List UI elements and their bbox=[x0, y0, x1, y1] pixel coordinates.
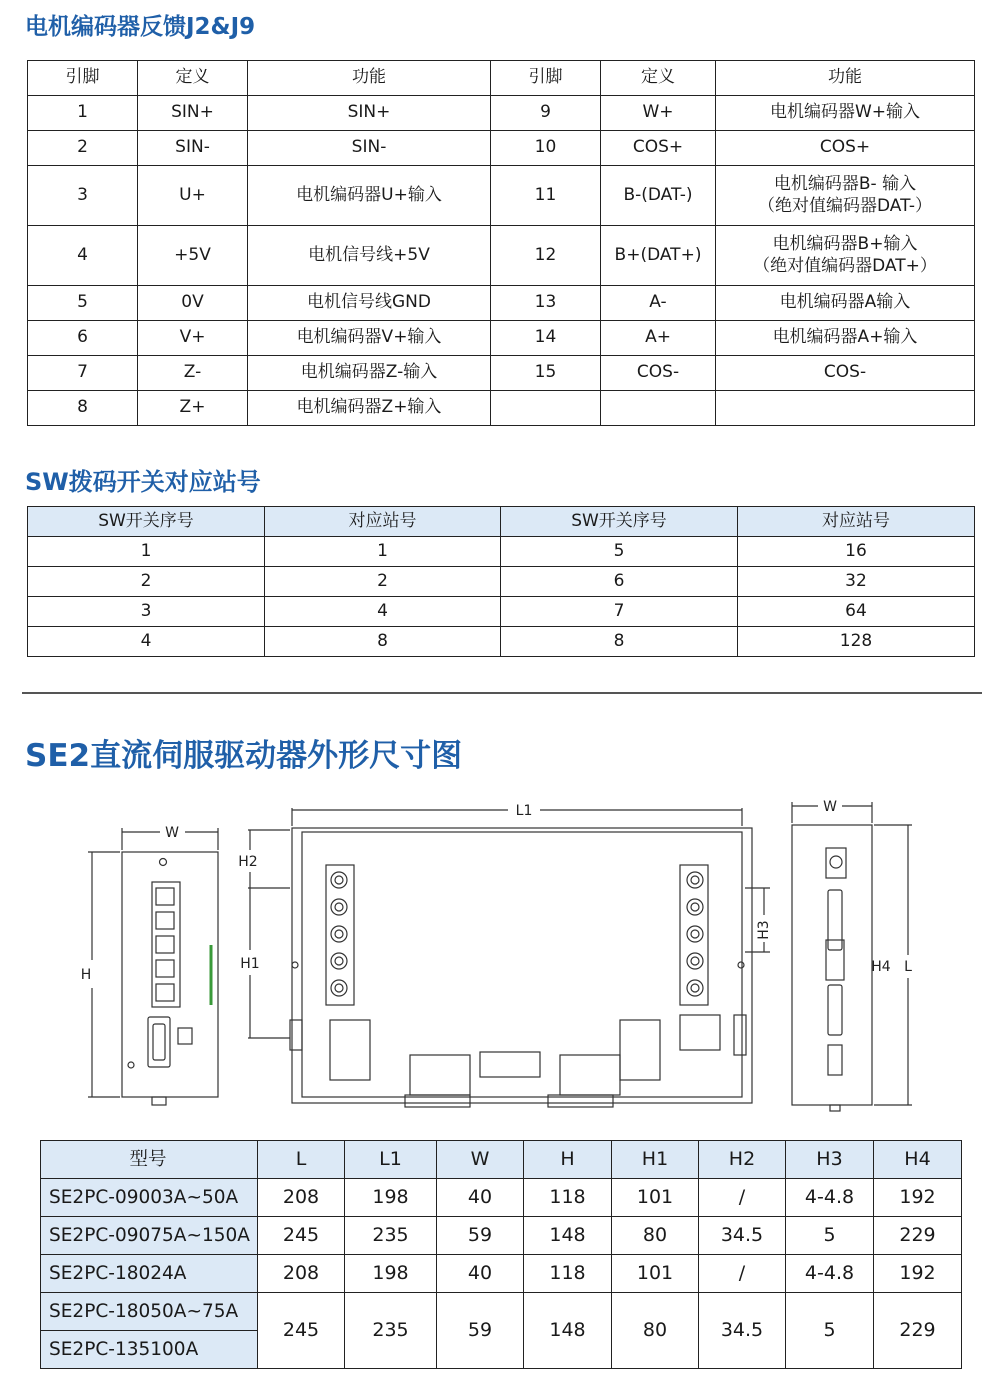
table-cell: 229 bbox=[874, 1217, 962, 1255]
label-w-left: W bbox=[165, 825, 179, 841]
table-cell: / bbox=[699, 1255, 786, 1293]
table-cell-merged: 34.5 bbox=[699, 1293, 786, 1369]
table-cell: 118 bbox=[524, 1179, 612, 1217]
table-cell-merged: 235 bbox=[345, 1293, 437, 1369]
table-cell: 59 bbox=[437, 1217, 524, 1255]
label-h1: H1 bbox=[240, 956, 260, 972]
table-cell-merged: 229 bbox=[874, 1293, 962, 1369]
column-header: 定义 bbox=[601, 61, 716, 96]
table-cell: SIN+ bbox=[138, 96, 248, 131]
front-view-plate bbox=[292, 828, 752, 1103]
table-row bbox=[28, 166, 975, 226]
table-cell-merged: 245 bbox=[258, 1293, 345, 1369]
table-cell: SIN- bbox=[248, 131, 491, 166]
label-h4: H4 bbox=[871, 959, 891, 975]
table-cell: 8 bbox=[265, 627, 501, 657]
table-cell: 2 bbox=[28, 567, 265, 597]
table-cell: +5V bbox=[138, 226, 248, 286]
table-cell: 电机编码器A输入 bbox=[716, 286, 975, 321]
table-cell bbox=[716, 391, 975, 426]
table-cell: SE2PC-18024A bbox=[41, 1255, 258, 1293]
table-cell: 40 bbox=[437, 1255, 524, 1293]
table-cell: 1 bbox=[28, 537, 265, 567]
table-cell: 电机信号线GND bbox=[248, 286, 491, 321]
table-cell: 8 bbox=[28, 391, 138, 426]
column-header: H2 bbox=[699, 1141, 786, 1179]
sw-station-table bbox=[27, 506, 975, 657]
column-header: SW开关序号 bbox=[501, 507, 738, 537]
table-row bbox=[28, 226, 975, 286]
table-cell: COS- bbox=[716, 356, 975, 391]
column-header: L bbox=[258, 1141, 345, 1179]
column-header: H1 bbox=[612, 1141, 699, 1179]
column-header: 引脚 bbox=[28, 61, 138, 96]
table-cell: 电机编码器B- 输入 （绝对值编码器DAT-） bbox=[716, 166, 975, 226]
sw-section-title: SW拨码开关对应站号 bbox=[25, 468, 261, 496]
table-cell: 128 bbox=[738, 627, 975, 657]
table-cell: 8 bbox=[501, 627, 738, 657]
table-cell: 235 bbox=[345, 1217, 437, 1255]
table-cell-merged: 80 bbox=[612, 1293, 699, 1369]
table-row bbox=[41, 1293, 962, 1331]
table-cell: / bbox=[699, 1179, 786, 1217]
table-cell: 80 bbox=[612, 1217, 699, 1255]
label-h3: H3 bbox=[756, 920, 772, 940]
label-l1: L1 bbox=[515, 803, 533, 819]
table-cell: 6 bbox=[28, 321, 138, 356]
table-cell: 118 bbox=[524, 1255, 612, 1293]
table-cell: 0V bbox=[138, 286, 248, 321]
table-cell: 3 bbox=[28, 166, 138, 226]
encoder-pin-table bbox=[27, 60, 975, 426]
table-row bbox=[28, 627, 975, 657]
table-cell: 10 bbox=[491, 131, 601, 166]
table-cell: W+ bbox=[601, 96, 716, 131]
table-row bbox=[28, 286, 975, 321]
table-cell: 192 bbox=[874, 1255, 962, 1293]
table-cell: 101 bbox=[612, 1179, 699, 1217]
table-cell: 4 bbox=[265, 597, 501, 627]
table-cell: 192 bbox=[874, 1179, 962, 1217]
column-header: 对应站号 bbox=[738, 507, 975, 537]
table-cell-merged: 59 bbox=[437, 1293, 524, 1369]
table-cell: 5 bbox=[28, 286, 138, 321]
table-cell: 1 bbox=[28, 96, 138, 131]
table-header-row bbox=[28, 507, 975, 537]
column-header: 对应站号 bbox=[265, 507, 501, 537]
table-cell: SE2PC-135100A bbox=[41, 1331, 258, 1369]
table-cell: 101 bbox=[612, 1255, 699, 1293]
label-h-left: H bbox=[80, 967, 92, 983]
table-cell: A+ bbox=[601, 321, 716, 356]
label-w-right: W bbox=[823, 799, 837, 815]
table-cell: 电机编码器A+输入 bbox=[716, 321, 975, 356]
table-cell: COS+ bbox=[716, 131, 975, 166]
table-cell: 7 bbox=[501, 597, 738, 627]
table-cell: SE2PC-09075A~150A bbox=[41, 1217, 258, 1255]
table-cell: 64 bbox=[738, 597, 975, 627]
column-header: W bbox=[437, 1141, 524, 1179]
table-cell: 32 bbox=[738, 567, 975, 597]
table-cell: 245 bbox=[258, 1217, 345, 1255]
table-cell: 3 bbox=[28, 597, 265, 627]
column-header: H3 bbox=[786, 1141, 874, 1179]
table-cell: COS- bbox=[601, 356, 716, 391]
table-cell: 4 bbox=[28, 226, 138, 286]
column-header: L1 bbox=[345, 1141, 437, 1179]
table-header-row bbox=[41, 1141, 962, 1179]
table-cell: 4 bbox=[28, 627, 265, 657]
table-cell: 208 bbox=[258, 1179, 345, 1217]
table-cell: 198 bbox=[345, 1255, 437, 1293]
table-cell: 电机编码器B+输入 （绝对值编码器DAT+） bbox=[716, 226, 975, 286]
table-cell: 电机编码器Z-输入 bbox=[248, 356, 491, 391]
table-cell: 2 bbox=[265, 567, 501, 597]
table-cell: SIN+ bbox=[248, 96, 491, 131]
table-cell: 12 bbox=[491, 226, 601, 286]
table-cell: 电机编码器U+输入 bbox=[248, 166, 491, 226]
column-header: H4 bbox=[874, 1141, 962, 1179]
column-header: H bbox=[524, 1141, 612, 1179]
table-cell: 4-4.8 bbox=[786, 1179, 874, 1217]
table-row bbox=[28, 537, 975, 567]
column-header: SW开关序号 bbox=[28, 507, 265, 537]
table-cell: SE2PC-18050A~75A bbox=[41, 1293, 258, 1331]
table-cell: B-(DAT-) bbox=[601, 166, 716, 226]
table-cell-merged: 5 bbox=[786, 1293, 874, 1369]
table-row bbox=[28, 597, 975, 627]
table-cell: 电机编码器V+输入 bbox=[248, 321, 491, 356]
table-cell: 34.5 bbox=[699, 1217, 786, 1255]
table-cell: B+(DAT+) bbox=[601, 226, 716, 286]
table-cell: 40 bbox=[437, 1179, 524, 1217]
table-cell: 9 bbox=[491, 96, 601, 131]
table-cell: V+ bbox=[138, 321, 248, 356]
table-cell: 电机编码器W+输入 bbox=[716, 96, 975, 131]
dimension-drawing bbox=[0, 790, 1000, 1120]
table-cell: 15 bbox=[491, 356, 601, 391]
table-row bbox=[28, 96, 975, 131]
table-row bbox=[41, 1255, 962, 1293]
table-cell: 7 bbox=[28, 356, 138, 391]
table-row bbox=[28, 391, 975, 426]
table-cell: 16 bbox=[738, 537, 975, 567]
section-divider bbox=[22, 692, 982, 694]
table-cell: 电机信号线+5V bbox=[248, 226, 491, 286]
dimension-section-title: SE2直流伺服驱动器外形尺寸图 bbox=[25, 738, 463, 774]
table-cell: SE2PC-09003A~50A bbox=[41, 1179, 258, 1217]
column-header: 定义 bbox=[138, 61, 248, 96]
table-cell: 1 bbox=[265, 537, 501, 567]
table-cell bbox=[491, 391, 601, 426]
label-l: L bbox=[904, 959, 912, 975]
table-row bbox=[28, 321, 975, 356]
table-cell: 5 bbox=[786, 1217, 874, 1255]
table-cell: 4-4.8 bbox=[786, 1255, 874, 1293]
column-header: 功能 bbox=[248, 61, 491, 96]
dimension-table bbox=[40, 1140, 962, 1369]
column-header: 引脚 bbox=[491, 61, 601, 96]
table-cell: 13 bbox=[491, 286, 601, 321]
table-row bbox=[41, 1217, 962, 1255]
table-cell: A- bbox=[601, 286, 716, 321]
table-cell: Z- bbox=[138, 356, 248, 391]
table-header-row bbox=[28, 61, 975, 96]
table-row bbox=[41, 1179, 962, 1217]
table-cell: Z+ bbox=[138, 391, 248, 426]
table-row bbox=[28, 567, 975, 597]
table-cell-merged: 148 bbox=[524, 1293, 612, 1369]
table-cell: 208 bbox=[258, 1255, 345, 1293]
table-cell: SIN- bbox=[138, 131, 248, 166]
table-cell: 198 bbox=[345, 1179, 437, 1217]
encoder-section-title: 电机编码器反馈J2&J9 bbox=[25, 14, 256, 40]
table-cell bbox=[601, 391, 716, 426]
table-cell: 6 bbox=[501, 567, 738, 597]
table-cell: 电机编码器Z+输入 bbox=[248, 391, 491, 426]
table-cell: 2 bbox=[28, 131, 138, 166]
table-cell: 11 bbox=[491, 166, 601, 226]
table-cell: U+ bbox=[138, 166, 248, 226]
table-row bbox=[28, 356, 975, 391]
table-cell: 5 bbox=[501, 537, 738, 567]
column-header: 功能 bbox=[716, 61, 975, 96]
table-cell: 14 bbox=[491, 321, 601, 356]
column-header: 型号 bbox=[41, 1141, 258, 1179]
table-cell: 148 bbox=[524, 1217, 612, 1255]
table-cell: COS+ bbox=[601, 131, 716, 166]
label-h2: H2 bbox=[238, 854, 258, 870]
table-row bbox=[28, 131, 975, 166]
